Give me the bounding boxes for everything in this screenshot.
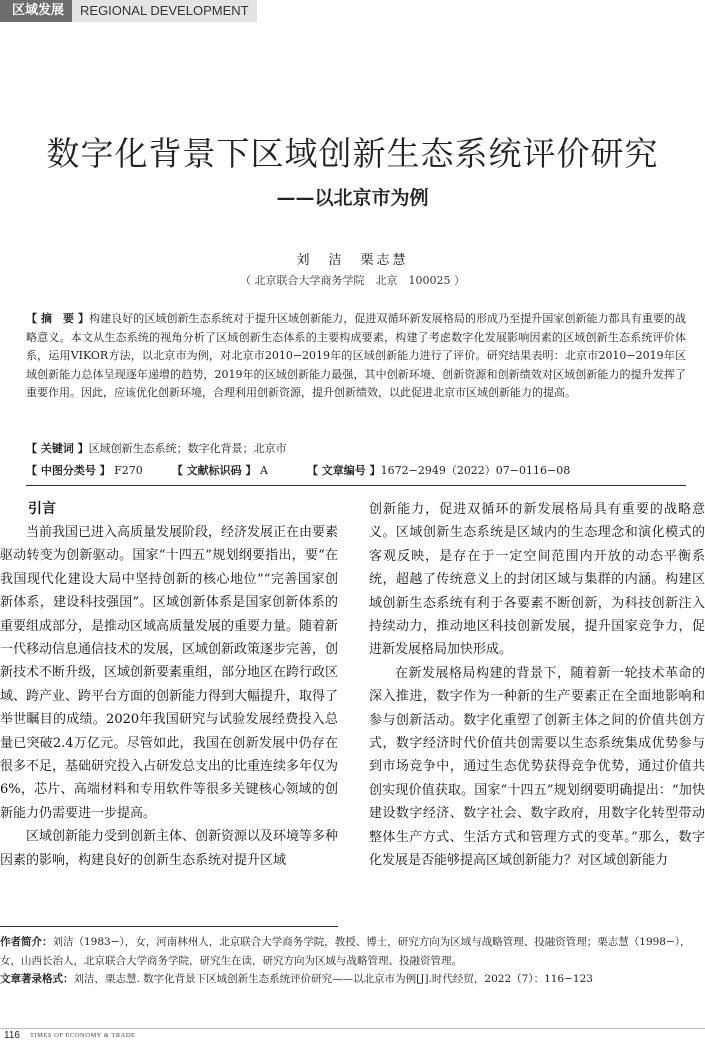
author-bio-label: 作者简介： xyxy=(0,936,53,948)
citation xyxy=(0,970,700,989)
keywords-label: 【 关键词 】 xyxy=(26,442,89,455)
right-paragraph-2: 在新发展格局构建的背景下，随着新一轮技术革命的深入推进，数字作为一种新的生产要素正在全面地影响和参与创新活动。数字化重塑了创新主体之间的价值共创方式，数字经济时代价值共创需要以生态系统集成优势参与到市场竞争中，通过生态优势获得竞争优势，通过价值共创实现价值获取。国家“十四五”规划纲要明确提出：“加快建设数字经济、数字社会、数字政府，用数字化转型带动整体生产方式、生活方式和管理方式的变革。”那么，数字化发展是否能够提高区域创新能力？对区域创新能力 xyxy=(369,665,705,869)
doc-code-label: 【 文献标识码 】 xyxy=(171,464,257,477)
section-tag-cn: 区域发展 xyxy=(0,0,72,22)
keywords-text: 区域创新生态系统；数字化背景；北京市 xyxy=(88,442,287,455)
citation-text: 刘洁，栗志慧. 数字化背景下区域创新生态系统评价研究——以北京市为例[J].时代经贸，2022（7）：116−123 xyxy=(73,973,593,985)
right-column xyxy=(369,498,705,873)
abstract xyxy=(26,310,686,403)
left-paragraph-2: 区域创新能力受到创新主体、创新资源以及环境等多种因素的影响，构建良好的创新生态系统对提升区域 xyxy=(0,829,339,868)
doc-code-value: A xyxy=(259,464,268,477)
paper-subtitle: ——以北京市为例 xyxy=(276,187,429,209)
clc-label: 【 中图分类号 】 xyxy=(26,464,111,477)
left-paragraph-1: 当前我国已进入高质量发展阶段，经济发展正在由要素驱动转变为创新驱动。国家“十四五”规划纲要指出，要“在我国现代化建设大局中坚持创新的核心地位”“完善国家创新体系，建设科技强国”。区域创新体系是国家创新体系的重要组成部分，是推动区域高质量发展的重要力量。随着新一代移动信息通信技术的发展，区域创新政策逐步完善，创新技术不断升级，区域创新要素重组，部分地区在跨行政区域、跨产业、跨平台方面的创新能力得到大幅提升，取得了举世瞩目的成绩。2020年我国研究与试验发展经费投入总量已突破2.4万亿元。尽管如此，我国在创新发展中仍存在很多不足，基础研究投入占研发总支出的比重连续多年仅为6%，芯片、高端材料和专用软件等很多关键核心领域的创新能力仍需要进一步提高。 xyxy=(0,525,339,821)
clc-value: F270 xyxy=(114,464,143,477)
section-heading-intro: 引言 xyxy=(28,501,56,517)
paper-title: 数字化背景下区域创新生态系统评价研究 xyxy=(46,134,659,173)
footer-line xyxy=(0,1028,705,1029)
footnote-divider xyxy=(0,926,338,927)
authors: 刘 洁 栗志慧 xyxy=(296,253,409,268)
citation-label: 文章著录格式： xyxy=(0,973,74,985)
affiliation: （ 北京联合大学商务学院 北京 100025 ） xyxy=(240,274,465,287)
page-number: 116 xyxy=(4,1030,20,1041)
classification-line xyxy=(26,462,570,478)
right-paragraph-1: 创新能力，促进双循环的新发展格局具有重要的战略意义。区域创新生态系统是区域内的生态理念和演化模式的客观反映，是存在于一定空间范围内开放的动态平衡系统，超越了传统意义上的封闭区域与集群的内涵。构建区域创新生态系统有利于各要素不断创新，为科技创新注入持续动力，推动地区科技创新发展，提升国家竞争力，促进新发展格局加快形成。 xyxy=(369,502,705,658)
article-number-value: 1672−2949（2022）07−0116−08 xyxy=(380,464,571,477)
footnotes xyxy=(0,933,700,989)
left-column xyxy=(0,498,338,872)
abstract-text: 构建良好的区域创新生态系统对于提升区域创新能力，促进双循环新发展格局的形成乃至提升国家创新能力都具有重要的战略意义。本文从生态系统的视角分析了区域创新生态体系的主要构成要素，构建了考虑数字化发展影响因素的区域创新生态系统评价体系，运用VIKOR方法，以北京市为例，对北京市2010−2019年的区域创新能力进行了评价。研究结果表明：北京市2010−2019年区域创新能力总体呈现逐年递增的趋势，2019年的区域创新能力最强，其中创新环境、创新资源和创新绩效对区域创新能力的提升发挥了重要作用。因此，应该优化创新环境，合理利用创新资源，提升创新绩效，以此促进北京市区域创新能力的提高。 xyxy=(26,312,686,400)
journal-name: TIMES OF ECONOMY & TRADE xyxy=(30,1032,136,1039)
author-bio xyxy=(0,933,700,970)
abstract-divider xyxy=(26,485,686,486)
article-number-label: 【 文章编号 】 xyxy=(306,464,381,477)
section-tag-en: REGIONAL DEVELOPMENT xyxy=(72,0,257,22)
author-bio-text: 刘洁（1983−），女，河南林州人，北京联合大学商务学院，教授、博士，研究方向为区域与战略管理、投融资管理；栗志慧（1998−），女，山西长治人，北京联合大学商务学院，研究生在读，研究方向为区域与战略管理、投融资管理。 xyxy=(0,936,691,967)
keywords xyxy=(26,440,287,456)
abstract-label: 【 摘 要 】 xyxy=(26,312,90,325)
section-tag xyxy=(0,0,257,22)
